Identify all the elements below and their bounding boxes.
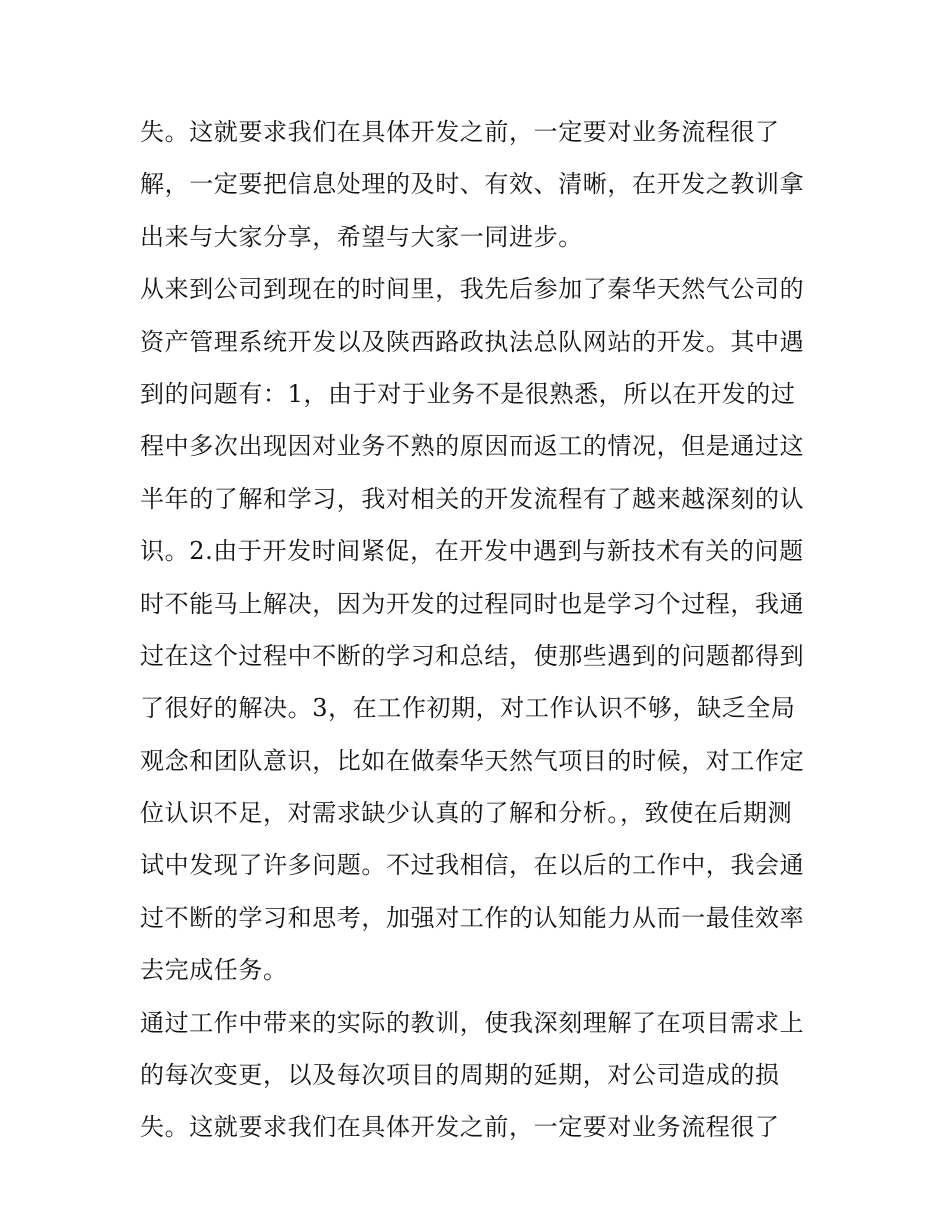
text-line: 解，一定要把信息处理的及时、有效、清晰，在开发之教训拿 — [140, 170, 805, 199]
text-line: 失。这就要求我们在具体开发之前，一定要对业务流程很了 — [140, 1113, 780, 1142]
text-line: 程中多次出现因对业务不熟的原因而返工的情况，但是通过这 — [140, 432, 805, 461]
text-line: 资产管理系统开发以及陕西路政执法总队网站的开发。其中遇 — [140, 327, 805, 356]
text-line: 过在这个过程中不断的学习和总结，使那些遇到的问题都得到 — [140, 641, 805, 670]
text-line: 时不能马上解决，因为开发的过程同时也是学习个过程，我通 — [140, 589, 805, 618]
text-line: 出来与大家分享，希望与大家一同进步。 — [140, 222, 583, 251]
text-line: 到的问题有：1，由于对于业务不是很熟悉，所以在开发的过 — [140, 379, 796, 408]
text-line: 的每次变更，以及每次项目的周期的延期，对公司造成的损 — [140, 1061, 780, 1090]
text-line: 通过工作中带来的实际的教训，使我深刻理解了在项目需求上 — [140, 1008, 805, 1037]
text-line: 失。这就要求我们在具体开发之前，一定要对业务流程很了 — [140, 118, 780, 146]
body-text — [140, 106, 820, 1154]
text-line: 位认识不足，对需求缺少认真的了解和分析。，致使在后期测 — [140, 799, 793, 828]
text-line: 了很好的解决。3，在工作初期，对工作认识不够，缺乏全局 — [140, 694, 796, 723]
text-line: 半年的了解和学习，我对相关的开发流程有了越来越深刻的认 — [140, 484, 805, 513]
text-line: 去完成任务。 — [140, 956, 288, 985]
text-line: 观念和团队意识，比如在做秦华天然气项目的时候，对工作定 — [140, 746, 805, 775]
text-line: 从来到公司到现在的时间里，我先后参加了秦华天然气公司的 — [140, 275, 805, 304]
text-line: 识。2.由于开发时间紧促，在开发中遇到与新技术有关的问题 — [140, 537, 804, 566]
text-line: 试中发现了许多问题。不过我相信，在以后的工作中，我会通 — [140, 851, 805, 880]
text-line: 过不断的学习和思考，加强对工作的认知能力从而一最佳效率 — [140, 903, 805, 932]
